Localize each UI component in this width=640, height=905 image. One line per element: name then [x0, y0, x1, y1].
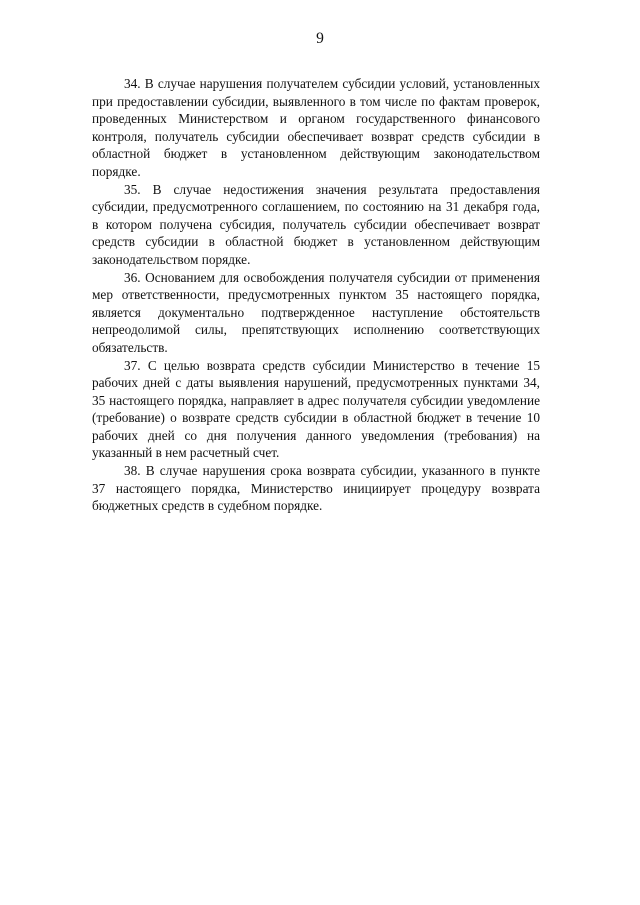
paragraph-37: 37. С целью возврата средств субсидии Министерство в течение 15 рабочих дней с даты выявления нарушений, предусмотренных пунктами 34, 35 настоящего порядка, направляет в адрес получателя субсидии уведомление (требование) о возврате средств субсидии в областной бюджет в течение 10 рабочих дней со дня получения данного уведомления (требования) на указанный в нем расчетный счет. [92, 357, 540, 461]
paragraph-34: 34. В случае нарушения получателем субсидии условий, установленных при предоставлении субсидии, выявленного в том числе по фактам проверок, проведенных Министерством и органом государственного финансового контроля, получатель субсидии обеспечивает возврат средств субсидии в областной бюджет в установленном действующим законодательством порядке. [92, 76, 540, 179]
paragraph-35: 35. В случае недостижения значения результата предоставления субсидии, предусмотренного соглашением, по состоянию на 31 декабря года, в котором получена субсидия, получатель субсидии обеспечивает возврат средств субсидии в областной бюджет в установленном действующим законодательством порядке. [92, 181, 540, 267]
paragraph-38: 38. В случае нарушения срока возврата субсидии, указанного в пункте 37 настоящего порядка, Министерство инициирует процедуру возврата бюджетных средств в судебном порядке. [92, 463, 540, 514]
paragraph-36: 36. Основанием для освобождения получателя субсидии от применения мер ответственности, предусмотренных пунктом 35 настоящего порядка, является документально подтвержденное наступление обстоятельств непреодолимой силы, препятствующих исполнению соответствующих обязательств. [92, 269, 540, 355]
document-body [92, 75, 540, 515]
page-number: 9 [316, 30, 324, 47]
